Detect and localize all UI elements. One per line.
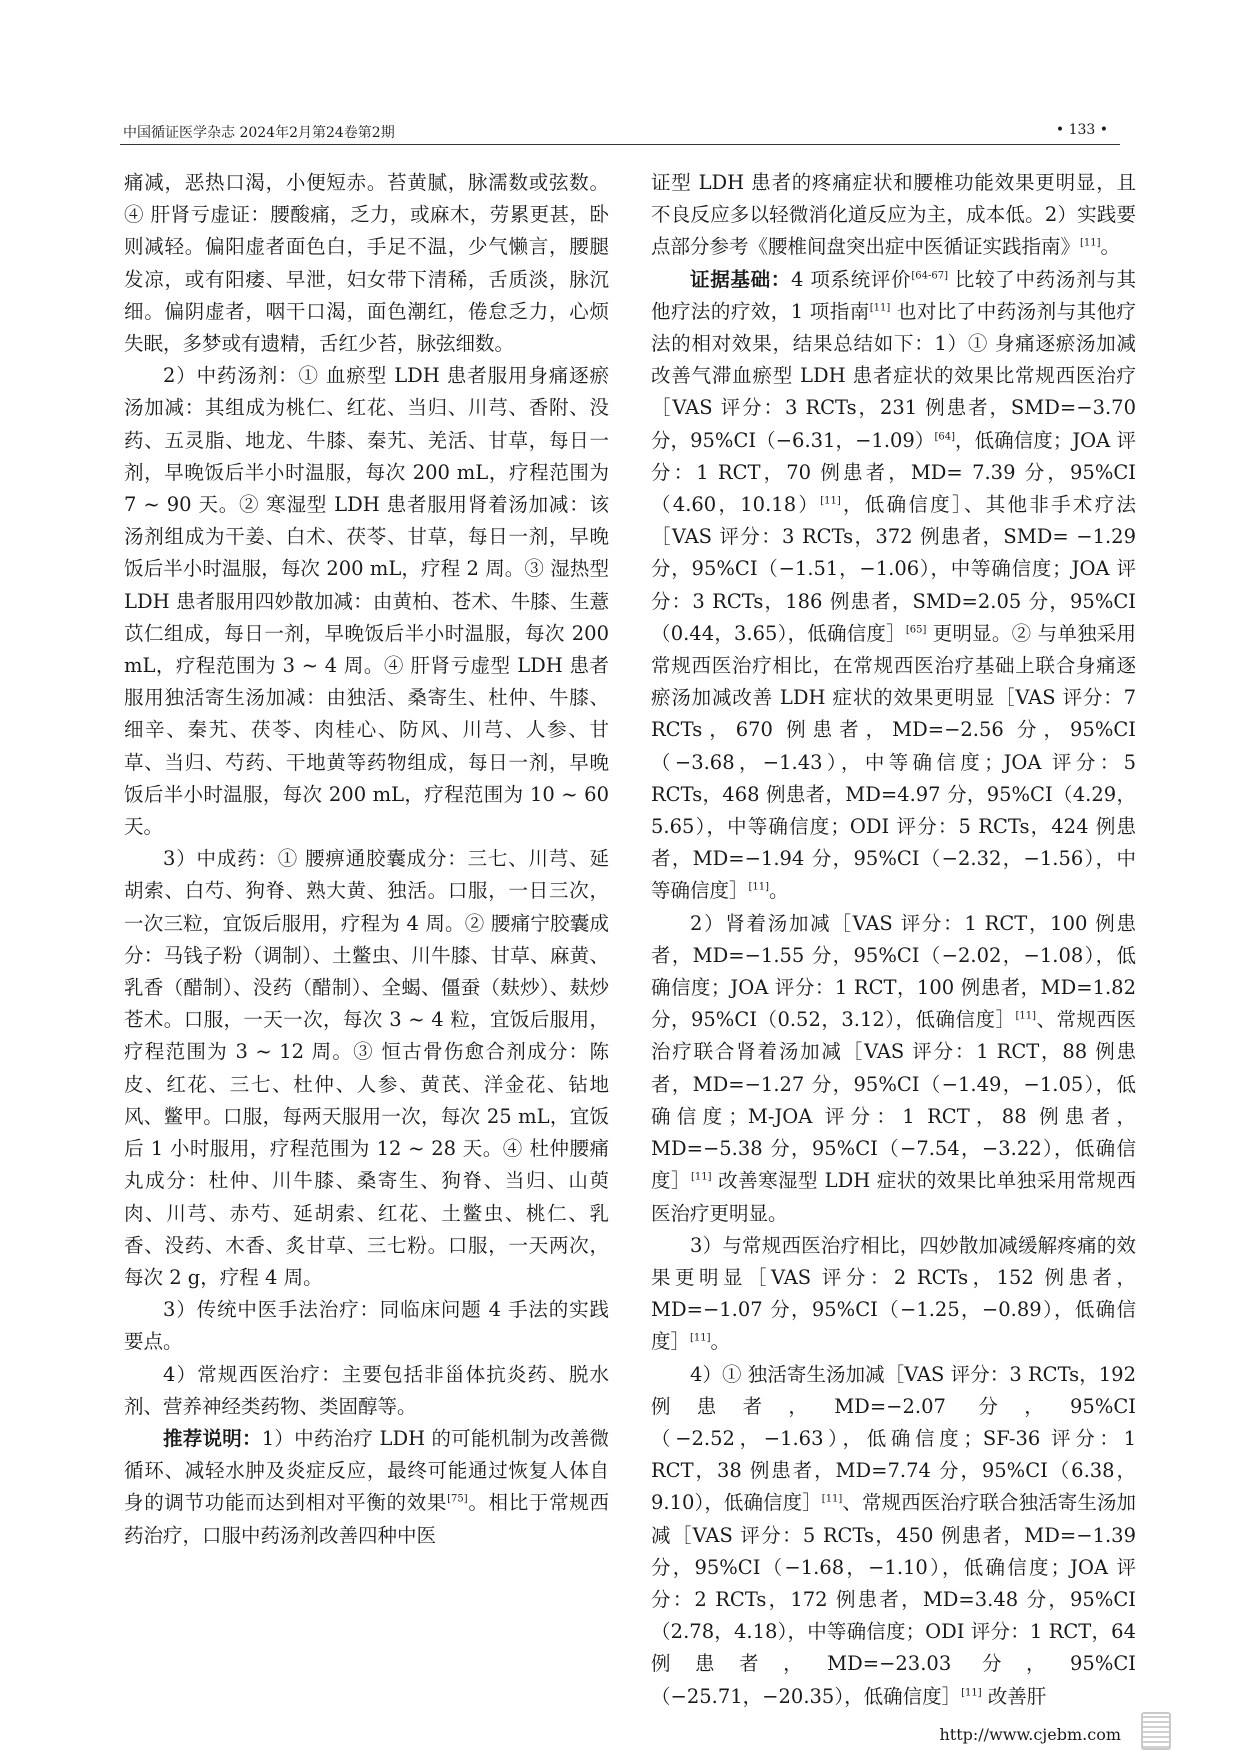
page-number: • 133 • xyxy=(1055,122,1108,138)
citation-ref: [64-67] xyxy=(911,270,948,282)
paragraph-text: 2）肾着汤加减［VAS 评分：1 RCT，100 例患者，MD=−1.55 分，95%CI（−2.02，−1.08），低确信度；JOA 评分：1 RCT，100 例患者，MD=1.82 分，95%CI（0.52，3.12），低确信度］ xyxy=(651,911,1136,1032)
paragraph-text: 。 xyxy=(769,879,789,903)
citation-ref: [11] xyxy=(1080,237,1101,249)
paragraph-text: 。 xyxy=(710,1330,731,1354)
paragraph xyxy=(651,908,1136,1230)
journal-logo-icon xyxy=(1141,1712,1171,1750)
paragraph xyxy=(651,167,1136,264)
paragraph-text: 3）传统中医手法治疗：同临床问题 4 手法的实践要点。 xyxy=(124,1298,609,1354)
citation-ref: [11] xyxy=(820,495,841,507)
paragraph xyxy=(124,360,609,843)
paragraph-text: 、常规西医治疗联合肾着汤加减［VAS 评分：1 RCT，88 例患者，MD=−1.27 分，95%CI（−1.49，−1.05），低确信度；M-JOA 评分：1 RCT，88 例患者，MD=−5.38 分，95%CI（−7.54，−3.22），低确信度］ xyxy=(651,1008,1136,1193)
journal-citation: 中国循证医学杂志 2024年2月第24卷第2期 xyxy=(123,125,395,141)
paragraph-text: 、常规西医治疗联合独活寄生汤加减［VAS 评分：5 RCTs，450 例患者，MD=−1.39 分，95%CI（−1.68，−1.10），低确信度；JOA 评分：2 RCTs，172 例患者，MD=3.48 分，95%CI（2.78，4.18），中等确信度；ODI 评分：1 RCT，64 例患者，MD=−23.03 分，95%CI（−25.71，−20.35），低确信度］ xyxy=(651,1491,1136,1708)
paragraph-text: 痛减，恶热口渴，小便短赤。苔黄腻，脉濡数或弦数。④ 肝肾亏虚证：腰酸痛，乏力，或麻木，劳累更甚，卧则减轻。偏阳虚者面色白，手足不温，少气懒言，腰腿发凉，或有阳痿、早泄，妇女带下清稀，舌质淡，脉沉细。偏阴虚者，咽干口渴，面色潮红，倦怠乏力，心烦失眠，多梦或有遗精，舌红少苔，脉弦细数。 xyxy=(124,171,609,356)
paragraph xyxy=(651,1230,1136,1359)
paragraph-text: 也对比了中药汤剂与其他疗法的相对效果，结果总结如下：1）① 身痛逐瘀汤加减改善气滞血瘀型 LDH 患者症状的效果比常规西医治疗［VAS 评分：3 RCTs，231 例患者，SMD=−3.70 分，95%CI（−6.31，−1.09） xyxy=(651,299,1136,452)
right-column xyxy=(651,167,1136,1713)
journal-url-link[interactable]: http://www.cjebm.com xyxy=(939,1725,1121,1744)
left-column xyxy=(124,167,609,1552)
paragraph-text: 。相比于常规西药治疗，口服中药汤剂改善四种中医 xyxy=(124,1491,609,1547)
paragraph xyxy=(124,1359,609,1423)
paragraph-lead: 推荐说明： xyxy=(163,1426,262,1450)
paragraph-text: ，低确信度；JOA 评分：1 RCT，70 例患者，MD= 7.39 分，95%CI（4.60，10.18） xyxy=(651,428,1137,517)
paragraph xyxy=(651,1359,1136,1713)
paragraph-text: ，低确信度］、其他非手术疗法［VAS 评分：3 RCTs，372 例患者，SMD= −1.29 分，95%CI（−1.51，−1.06），中等确信度；JOA 评分：3 RCTs，186 例患者，SMD=2.05 分，95%CI（0.44，3.65），低确信度］ xyxy=(651,493,1136,645)
paragraph xyxy=(124,1423,609,1552)
citation-ref: [11] xyxy=(690,1332,711,1344)
paragraph-text: 更明显。② 与单独采用常规西医治疗相比，在常规西医治疗基础上联合身痛逐瘀汤加减改善 LDH 症状的效果更明显［VAS 评分：7 RCTs，670 例患者，MD=−2.56 分，95%CI（−3.68，−1.43），中等确信度；JOA 评分：5 RCTs，468 例患者，MD=4.97 分，95%CI（4.29，5.65），中等确信度；ODI 评分：5 RCTs，424 例患者，MD=−1.94 分，95%CI（−2.32，−1.56），中等确信度］ xyxy=(651,621,1136,903)
citation-ref: [75] xyxy=(447,1493,468,1505)
paragraph-text: 3）与常规西医治疗相比，四妙散加减缓解疼痛的效果更明显［VAS 评分：2 RCTs，152 例患者，MD=−1.07 分，95%CI（−1.25，−0.89），低确信度］ xyxy=(651,1233,1136,1354)
paragraph xyxy=(124,1294,609,1358)
paragraph-lead: 证据基础： xyxy=(690,267,792,291)
citation-ref: [11] xyxy=(748,881,770,893)
citation-ref: [11] xyxy=(869,302,891,314)
paragraph-text: 改善肝 xyxy=(981,1684,1047,1708)
paragraph-text: 1）中药治疗 LDH 的可能机制为改善微循环、减轻水肿及炎症反应，最终可能通过恢复人体自身的调节功能而达到相对平衡的效果 xyxy=(124,1426,609,1515)
paragraph-text: 4 项系统评价 xyxy=(791,267,912,291)
paragraph xyxy=(124,167,609,360)
citation-ref: [11] xyxy=(690,1171,712,1183)
paragraph-text: 改善寒湿型 LDH 症状的效果比单独采用常规西医治疗更明显。 xyxy=(651,1169,1136,1225)
paragraph-text: 证型 LDH 患者的疼痛症状和腰椎功能效果更明显，且不良反应多以轻微消化道反应为主，成本低。2）实践要点部分参考《腰椎间盘突出症中医循证实践指南》 xyxy=(651,171,1136,259)
paragraph xyxy=(124,843,609,1294)
paragraph-text: 4）常规西医治疗：主要包括非甾体抗炎药、脱水剂、营养神经类药物、类固醇等。 xyxy=(124,1362,609,1418)
citation-ref: [65] xyxy=(905,624,927,636)
paragraph-text: 。 xyxy=(1100,235,1121,259)
paragraph-text: 比较了中药汤剂与其他疗法的疗效，1 项指南 xyxy=(651,267,1136,323)
paragraph xyxy=(651,264,1136,908)
paragraph-text: 2）中药汤剂：① 血瘀型 LDH 患者服用身痛逐瘀汤加减：其组成为桃仁、红花、当归、川芎、香附、没药、五灵脂、地龙、牛膝、秦艽、羌活、甘草，每日一剂，早晚饭后半小时温服，每次 200 mL，疗程范围为 7 ~ 90 天。② 寒湿型 LDH 患者服用肾着汤加减：该汤剂组成为干姜、白术、茯苓、甘草，每日一剂，早晚饭后半小时温服，每次 200 mL，疗程 2 周。③ 湿热型 LDH 患者服用四妙散加减：由黄柏、苍术、牛膝、生薏苡仁组成，每日一剂，早晚饭后半小时温服，每次 200 mL，疗程范围为 3 ~ 4 周。④ 肝肾亏虚型 LDH 患者服用独活寄生汤加减：由独活、桑寄生、杜仲、牛膝、细辛、秦艽、茯苓、肉桂心、防风、川芎、人参、甘草、当归、芍药、干地黄等药物组成，每日一剂，早晚饭后半小时温服，每次 200 mL，疗程范围为 10 ~ 60 天。 xyxy=(124,364,609,839)
running-header xyxy=(120,118,1120,145)
citation-ref: [11] xyxy=(1015,1010,1037,1022)
paragraph-text: 3）中成药：① 腰痹通胶囊成分：三七、川芎、延胡索、白芍、狗脊、熟大黄、独活。口服，一日三次，一次三粒，宜饭后服用，疗程为 4 周。② 腰痛宁胶囊成分：马钱子粉（调制）、土鳖虫、川牛膝、甘草、麻黄、乳香（醋制）、没药（醋制）、全蝎、僵蚕（麸炒）、麸炒苍术。口服，一天一次，每次 3 ~ 4 粒，宜饭后服用，疗程范围为 3 ~ 12 周。③ 恒古骨伤愈合剂成分：陈皮、红花、三七、杜仲、人参、黄芪、洋金花、钻地风、鳖甲。口服，每两天服用一次，每次 25 mL，宜饭后 1 小时服用，疗程范围为 12 ~ 28 天。④ 杜仲腰痛丸成分：杜仲、川牛膝、桑寄生、狗脊、当归、山萸肉、川芎、赤芍、延胡索、红花、土鳖虫、桃仁、乳香、没药、木香、炙甘草、三七粉。口服，一天两次，每次 2 g，疗程 4 周。 xyxy=(124,847,609,1289)
paragraph-text: 4）① 独活寄生汤加减［VAS 评分：3 RCTs，192 例患者，MD=−2.07 分，95%CI（−2.52，−1.63），低确信度；SF-36 评分：1 RCT，38 例患者，MD=7.74 分，95%CI（6.38，9.10），低确信度］ xyxy=(651,1362,1136,1515)
citation-ref: [11] xyxy=(961,1687,982,1699)
citation-ref: [11] xyxy=(821,1493,843,1505)
citation-ref: [64] xyxy=(934,431,955,443)
